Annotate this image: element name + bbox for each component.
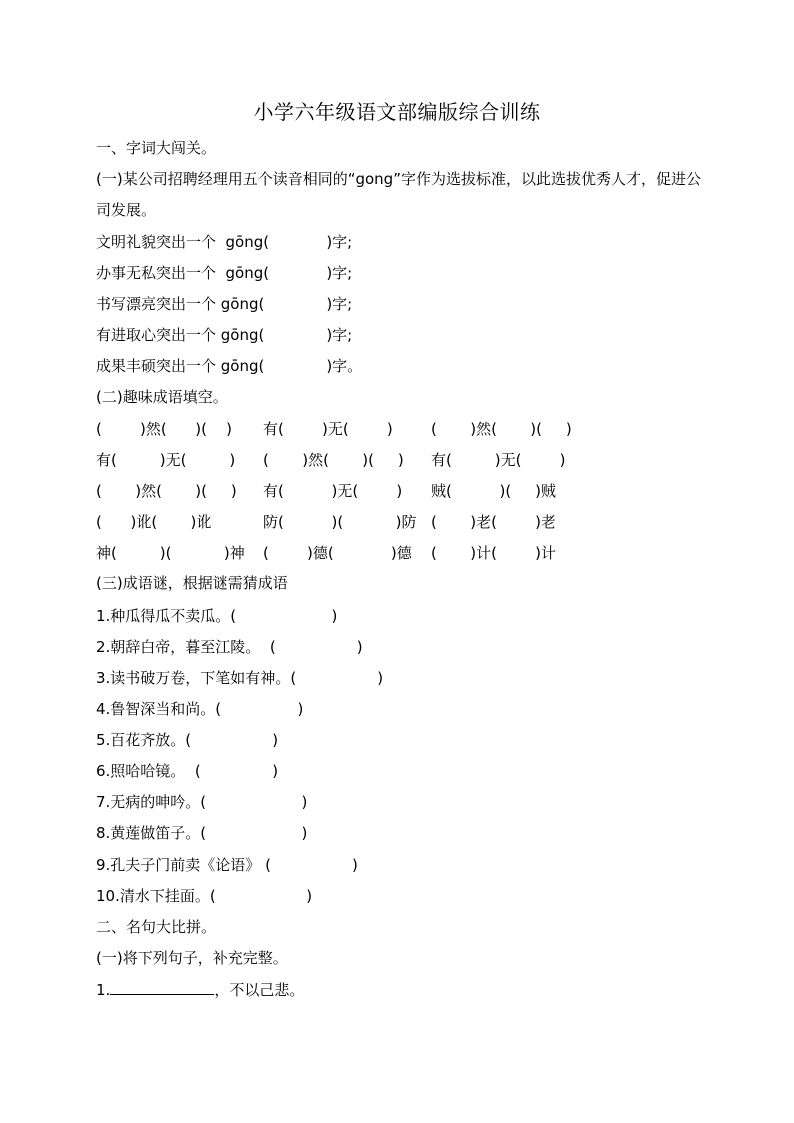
riddle-item-1: 1.种瓜得瓜不卖瓜。( ) (96, 607, 338, 625)
idiom-blank: 有( )无( ) (431, 451, 566, 469)
riddle-item-7: 7.无病的呻吟。( ) (96, 793, 308, 811)
idiom-blank: ( )德( )德 (263, 544, 412, 562)
section1-part2-heading: (二)趣味成语填空。 (96, 388, 228, 406)
gong-item-4: 有进取心突出一个 gōng( )字; (96, 326, 353, 344)
sentence-item-number: 1. (96, 981, 111, 999)
idiom-blank: 有( )无( ) (263, 420, 393, 438)
idiom-blank: 有( )无( ) (96, 451, 236, 469)
idiom-blank: 防( )( )防 (263, 513, 417, 531)
gong-item-1: 文明礼貌突出一个 gōng( )字; (96, 233, 353, 251)
section1-part1-intro: (一)某公司招聘经理用五个读音相同的“gong”字作为选拔标准，以此选拔优秀人才，促进公司发展。 (96, 170, 701, 219)
riddle-item-4: 4.鲁智深当和尚。( ) (96, 700, 304, 718)
idiom-blank: ( )然( )( ) (431, 420, 572, 438)
gong-item-2: 办事无私突出一个 gōng( )字; (96, 264, 353, 282)
riddle-item-9: 9.孔夫子门前卖《论语》 ( ) (96, 856, 358, 874)
idiom-blank: ( )然( )( ) (96, 482, 237, 500)
riddle-item-2: 2.朝辞白帝，暮至江陵。 ( ) (96, 638, 363, 656)
page-title: 小学六年级语文部编版综合训练 (253, 100, 541, 124)
idiom-blank: 神( )( )神 (96, 544, 245, 562)
sentence-item-1 (96, 979, 304, 1000)
section2-part1-heading: (一)将下列句子，补充完整。 (96, 949, 288, 967)
gong-item-3: 书写漂亮突出一个 gōng( )字; (96, 295, 353, 313)
gong-item-5: 成果丰硕突出一个 gōng( )字。 (96, 357, 363, 375)
riddle-item-8: 8.黄莲做笛子。( ) (96, 824, 308, 842)
idiom-blank: ( )老( )老 (431, 513, 556, 531)
idiom-blank: ( )然( )( ) (96, 420, 232, 438)
answer-blank (110, 979, 214, 995)
idiom-row-2 (96, 449, 716, 469)
riddle-item-6: 6.照哈哈镜。 ( ) (96, 762, 279, 780)
idiom-row-4 (96, 511, 716, 531)
section2-heading: 二、名句大比拼。 (96, 918, 217, 936)
riddle-item-3: 3.读书破万卷，下笔如有神。( ) (96, 669, 384, 687)
idiom-blank: 有( )无( ) (263, 482, 403, 500)
sentence-item-text: ，不以己悲。 (214, 981, 305, 999)
idiom-row-1 (96, 418, 716, 438)
riddle-item-5: 5.百花齐放。( ) (96, 731, 279, 749)
idiom-blank: ( )计( )计 (431, 544, 556, 562)
idiom-row-3 (96, 480, 716, 500)
idiom-blank: 贼( )( )贼 (431, 482, 556, 500)
section1-heading: 一、字词大闯关。 (96, 139, 217, 157)
section1-part3-heading: (三)成语谜，根据谜需猜成语 (96, 574, 288, 592)
riddle-item-10: 10.清水下挂面。( ) (96, 887, 313, 905)
idiom-blank: ( )然( )( ) (263, 451, 404, 469)
idiom-row-5 (96, 542, 716, 562)
idiom-blank: ( )讹( )讹 (96, 513, 212, 531)
